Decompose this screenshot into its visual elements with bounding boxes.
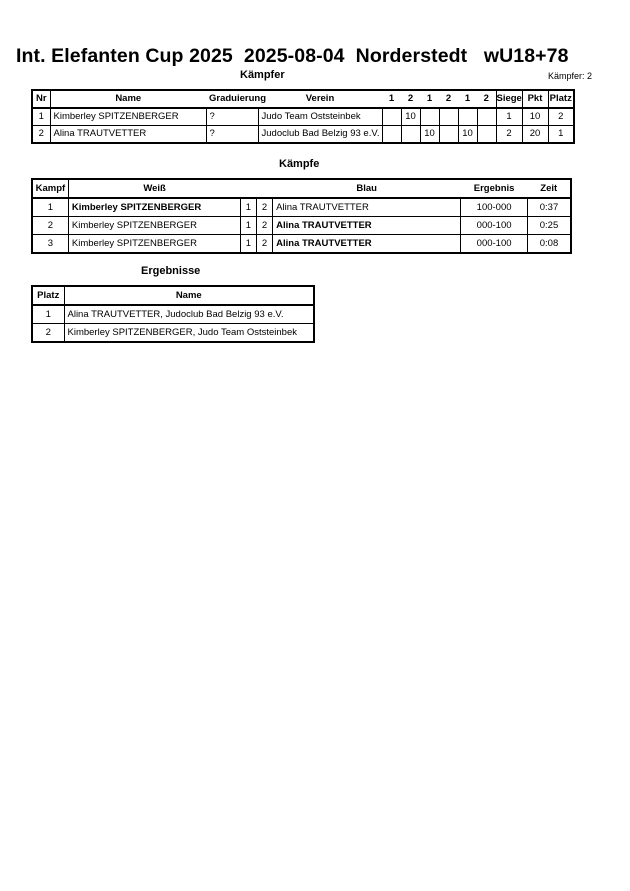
fight-mark-a: 1 — [240, 235, 256, 254]
fighter-score-r1b: 10 — [401, 108, 420, 126]
fighter-score-r2b — [439, 126, 458, 144]
fighter-row — [32, 126, 574, 144]
fighter-nr: 1 — [32, 108, 50, 126]
fight-mark-a: 1 — [240, 198, 256, 217]
col-header-place: Platz — [32, 286, 64, 305]
fighter-score-r2a — [420, 108, 439, 126]
fight-mark-b: 2 — [256, 235, 272, 254]
fighter-score-r2a: 10 — [420, 126, 439, 144]
fight-row — [32, 217, 571, 235]
fight-mark-b: 2 — [256, 198, 272, 217]
fighter-score-r1a — [382, 126, 401, 144]
fights-header-row — [32, 179, 571, 198]
col-header-round1a: 1 — [382, 90, 401, 108]
fight-result: 000-100 — [461, 235, 528, 254]
fighter-club: Judo Team Oststeinbek — [258, 108, 382, 126]
fighter-name: Kimberley SPITZENBERGER — [50, 108, 206, 126]
col-header-club: Verein — [258, 90, 382, 108]
col-header-result-name: Name — [64, 286, 314, 305]
fighter-score-r3b — [477, 126, 496, 144]
fight-white-fighter: Kimberley SPITZENBERGER — [68, 217, 240, 235]
fight-result: 100-000 — [461, 198, 528, 217]
fighter-score-r2b — [439, 108, 458, 126]
fight-time: 0:08 — [527, 235, 571, 254]
col-header-round3b: 2 — [477, 90, 496, 108]
col-header-points: Pkt — [522, 90, 548, 108]
fighter-row — [32, 108, 574, 126]
result-row — [32, 305, 314, 324]
result-name: Alina TRAUTVETTER, Judoclub Bad Belzig 93 e.V. — [64, 305, 314, 324]
fight-blue-fighter: Alina TRAUTVETTER — [273, 217, 461, 235]
col-header-nr: Nr — [32, 90, 50, 108]
fight-mark-a: 1 — [240, 217, 256, 235]
fighter-grade: ? — [206, 126, 258, 144]
fighter-points: 20 — [522, 126, 548, 144]
col-header-place: Platz — [548, 90, 574, 108]
result-name: Kimberley SPITZENBERGER, Judo Team Oststeinbek — [64, 324, 314, 343]
fight-mark-b: 2 — [256, 217, 272, 235]
fight-blue-fighter: Alina TRAUTVETTER — [273, 198, 461, 217]
fighter-club: Judoclub Bad Belzig 93 e.V. — [258, 126, 382, 144]
col-header-time: Zeit — [527, 179, 571, 198]
page-title: Int. Elefanten Cup 2025 2025-08-04 Norderstedt wU18+78 — [16, 45, 569, 67]
fight-number: 1 — [32, 198, 68, 217]
fighter-score-r1a — [382, 108, 401, 126]
fighters-table — [31, 89, 575, 144]
col-header-name: Name — [50, 90, 206, 108]
fighter-score-r3a — [458, 108, 477, 126]
fight-blue-fighter: Alina TRAUTVETTER — [273, 235, 461, 254]
fighter-score-r3b — [477, 108, 496, 126]
col-header-white: Weiß — [68, 179, 240, 198]
fights-heading: Kämpfe — [279, 158, 320, 170]
col-header-wins: Siege — [496, 90, 522, 108]
col-header-blue: Blau — [273, 179, 461, 198]
fight-white-fighter: Kimberley SPITZENBERGER — [68, 198, 240, 217]
col-header-blank-a — [240, 179, 256, 198]
fight-row — [32, 235, 571, 254]
results-header-row — [32, 286, 314, 305]
fighter-nr: 2 — [32, 126, 50, 144]
results-table — [31, 285, 315, 343]
col-header-round2b: 2 — [439, 90, 458, 108]
col-header-blank-b — [256, 179, 272, 198]
fighter-score-r3a: 10 — [458, 126, 477, 144]
fighters-heading: Kämpfer — [240, 69, 285, 81]
col-header-result: Ergebnis — [461, 179, 528, 198]
fighter-points: 10 — [522, 108, 548, 126]
results-heading: Ergebnisse — [141, 265, 201, 277]
fight-white-fighter: Kimberley SPITZENBERGER — [68, 235, 240, 254]
fight-time: 0:25 — [527, 217, 571, 235]
fighter-wins: 2 — [496, 126, 522, 144]
fight-number: 2 — [32, 217, 68, 235]
result-place: 1 — [32, 305, 64, 324]
fighter-place: 2 — [548, 108, 574, 126]
col-header-round3a: 1 — [458, 90, 477, 108]
col-header-grad: Graduierung — [206, 90, 258, 108]
fight-time: 0:37 — [527, 198, 571, 217]
fight-result: 000-100 — [461, 217, 528, 235]
fight-number: 3 — [32, 235, 68, 254]
fighter-wins: 1 — [496, 108, 522, 126]
fighters-header-row — [32, 90, 574, 108]
fights-table — [31, 178, 572, 254]
fighter-score-r1b — [401, 126, 420, 144]
fighters-count: Kämpfer: 2 — [548, 71, 593, 81]
fight-row — [32, 198, 571, 217]
result-place: 2 — [32, 324, 64, 343]
result-row — [32, 324, 314, 343]
col-header-fight-no: Kampf — [32, 179, 68, 198]
fighter-grade: ? — [206, 108, 258, 126]
fighter-place: 1 — [548, 126, 574, 144]
col-header-round2a: 1 — [420, 90, 439, 108]
col-header-round1b: 2 — [401, 90, 420, 108]
fighter-name: Alina TRAUTVETTER — [50, 126, 206, 144]
